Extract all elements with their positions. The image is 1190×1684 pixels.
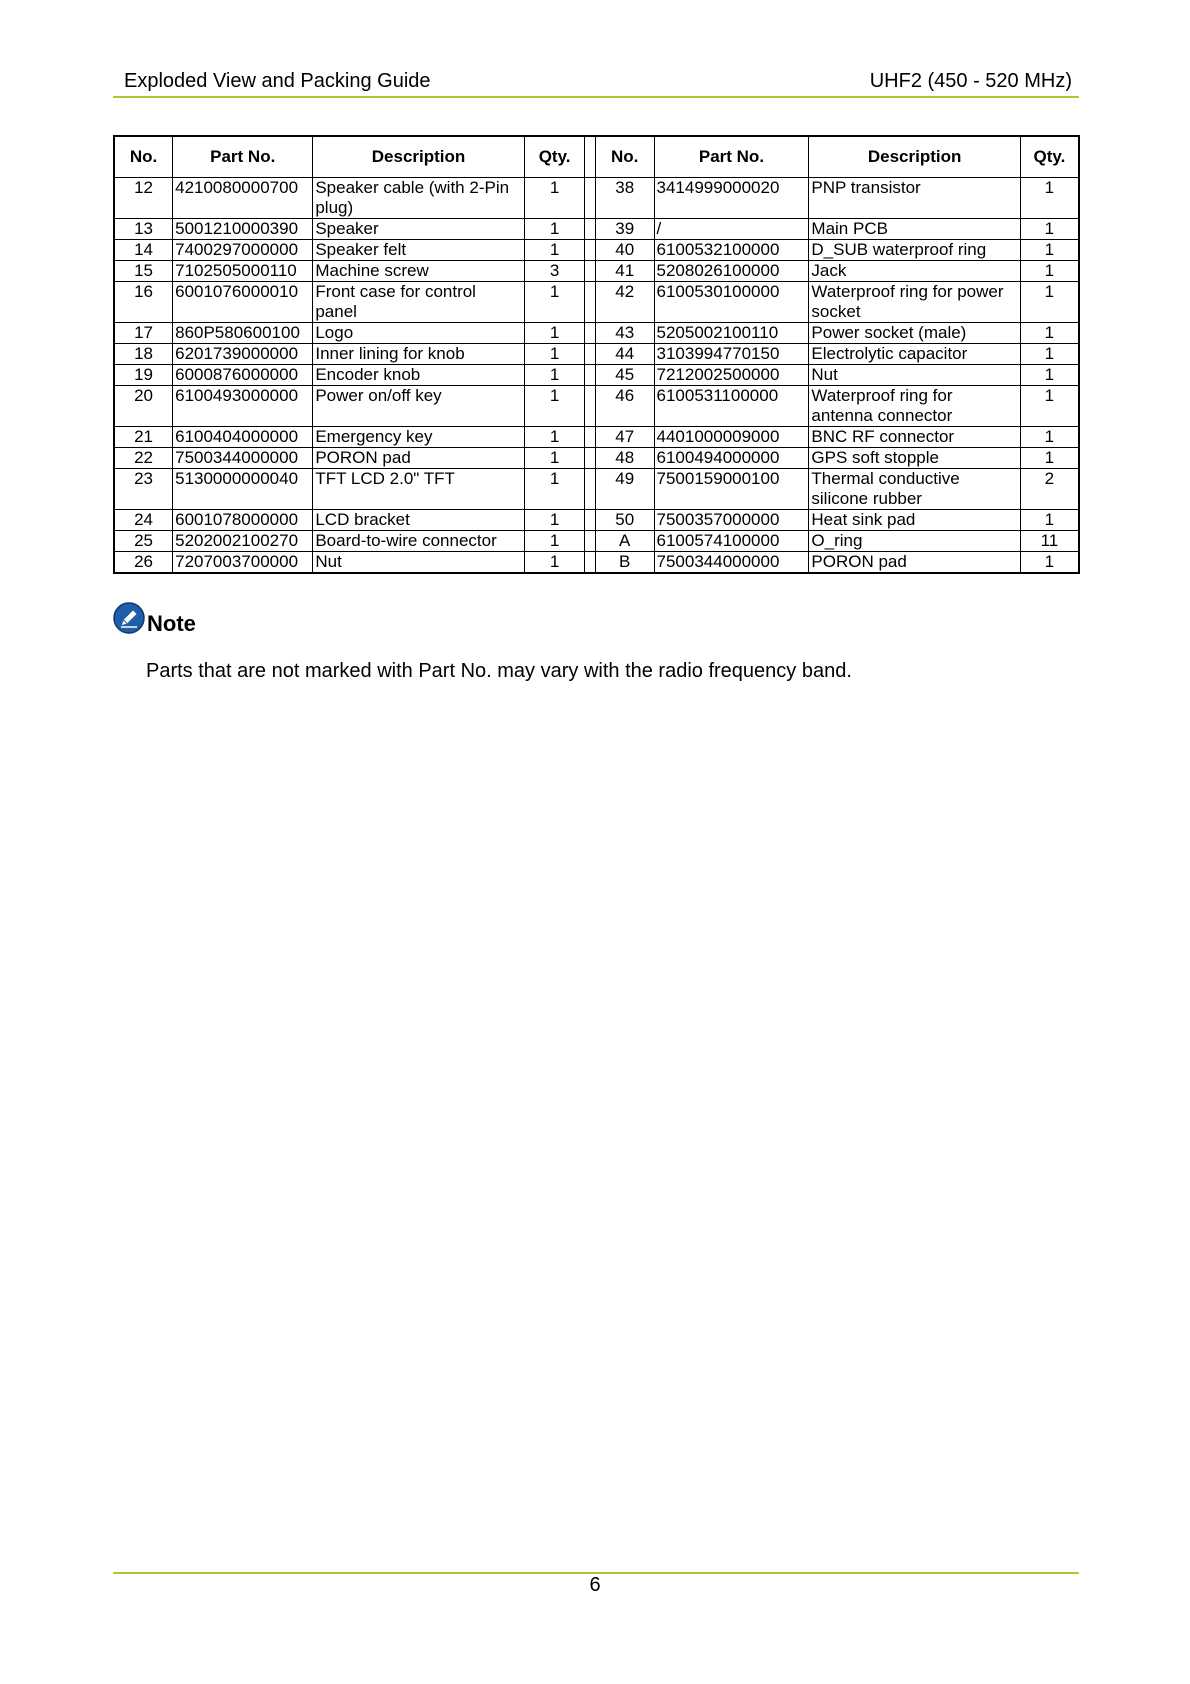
part-number-cell: 7400297000000 — [173, 240, 313, 261]
quantity-cell: 3 — [524, 261, 585, 282]
quantity-cell: 1 — [1020, 240, 1079, 261]
description-cell: Waterproof ring for antenna connector — [809, 386, 1020, 427]
description-cell: Speaker — [313, 219, 524, 240]
parts-table-body — [114, 178, 1079, 574]
table-row — [114, 261, 1079, 282]
item-number-cell: 38 — [595, 178, 654, 219]
quantity-cell: 1 — [524, 427, 585, 448]
item-number-cell: A — [595, 531, 654, 552]
column-gap — [585, 282, 595, 323]
quantity-cell: 1 — [1020, 219, 1079, 240]
column-gap — [585, 448, 595, 469]
description-cell: Electrolytic capacitor — [809, 344, 1020, 365]
part-number-cell: 3103994770150 — [654, 344, 809, 365]
part-number-cell: 7500344000000 — [173, 448, 313, 469]
part-number-cell: 5205002100110 — [654, 323, 809, 344]
description-cell: BNC RF connector — [809, 427, 1020, 448]
column-header: Part No. — [173, 136, 313, 178]
description-cell: Main PCB — [809, 219, 1020, 240]
page-number: 6 — [589, 1574, 601, 1596]
part-number-cell: 860P580600100 — [173, 323, 313, 344]
description-cell: Board-to-wire connector — [313, 531, 524, 552]
description-cell: Speaker cable (with 2-Pin plug) — [313, 178, 524, 219]
item-number-cell: 14 — [114, 240, 173, 261]
column-gap — [585, 427, 595, 448]
item-number-cell: 16 — [114, 282, 173, 323]
quantity-cell: 1 — [524, 510, 585, 531]
table-row — [114, 386, 1079, 427]
quantity-cell: 1 — [524, 531, 585, 552]
table-row — [114, 469, 1079, 510]
item-number-cell: 24 — [114, 510, 173, 531]
quantity-cell: 1 — [1020, 427, 1079, 448]
quantity-cell: 1 — [1020, 282, 1079, 323]
part-number-cell: 7500357000000 — [654, 510, 809, 531]
item-number-cell: 45 — [595, 365, 654, 386]
quantity-cell: 1 — [524, 365, 585, 386]
description-cell: Machine screw — [313, 261, 524, 282]
description-cell: GPS soft stopple — [809, 448, 1020, 469]
quantity-cell: 1 — [524, 386, 585, 427]
quantity-cell: 1 — [1020, 323, 1079, 344]
part-number-cell: 7212002500000 — [654, 365, 809, 386]
description-cell: Nut — [313, 552, 524, 574]
part-number-cell: 6100493000000 — [173, 386, 313, 427]
column-header: Qty. — [1020, 136, 1079, 178]
description-cell: PORON pad — [809, 552, 1020, 574]
item-number-cell: 44 — [595, 344, 654, 365]
column-gap — [585, 240, 595, 261]
table-row — [114, 510, 1079, 531]
quantity-cell: 1 — [1020, 510, 1079, 531]
table-row — [114, 178, 1079, 219]
description-cell: LCD bracket — [313, 510, 524, 531]
item-number-cell: 25 — [114, 531, 173, 552]
column-gap — [585, 261, 595, 282]
note-heading — [113, 602, 196, 634]
item-number-cell: 15 — [114, 261, 173, 282]
part-number-cell: 6001076000010 — [173, 282, 313, 323]
description-cell: Nut — [809, 365, 1020, 386]
column-gap — [585, 510, 595, 531]
header-divider — [113, 96, 1079, 98]
item-number-cell: B — [595, 552, 654, 574]
description-cell: Encoder knob — [313, 365, 524, 386]
header-model: UHF2 (450 - 520 MHz) — [869, 70, 1072, 92]
table-row — [114, 282, 1079, 323]
quantity-cell: 1 — [1020, 448, 1079, 469]
part-number-cell: 3414999000020 — [654, 178, 809, 219]
column-header: Description — [313, 136, 524, 178]
part-number-cell: 6000876000000 — [173, 365, 313, 386]
quantity-cell: 11 — [1020, 531, 1079, 552]
part-number-cell: 6001078000000 — [173, 510, 313, 531]
quantity-cell: 1 — [524, 219, 585, 240]
table-row — [114, 365, 1079, 386]
item-number-cell: 43 — [595, 323, 654, 344]
description-cell: D_SUB waterproof ring — [809, 240, 1020, 261]
quantity-cell: 1 — [524, 448, 585, 469]
quantity-cell: 2 — [1020, 469, 1079, 510]
part-number-cell: 6100574100000 — [654, 531, 809, 552]
table-row — [114, 323, 1079, 344]
column-header: Description — [809, 136, 1020, 178]
part-number-cell: 4401000009000 — [654, 427, 809, 448]
description-cell: Jack — [809, 261, 1020, 282]
header-title: Exploded View and Packing Guide — [124, 70, 431, 92]
column-header: Part No. — [654, 136, 809, 178]
description-cell: Speaker felt — [313, 240, 524, 261]
column-gap — [585, 531, 595, 552]
table-row — [114, 219, 1079, 240]
part-number-cell: 4210080000700 — [173, 178, 313, 219]
item-number-cell: 46 — [595, 386, 654, 427]
description-cell: TFT LCD 2.0" TFT — [313, 469, 524, 510]
quantity-cell: 1 — [1020, 552, 1079, 574]
description-cell: PORON pad — [313, 448, 524, 469]
column-header: Qty. — [524, 136, 585, 178]
item-number-cell: 50 — [595, 510, 654, 531]
quantity-cell: 1 — [1020, 261, 1079, 282]
quantity-cell: 1 — [524, 552, 585, 574]
quantity-cell: 1 — [524, 282, 585, 323]
item-number-cell: 19 — [114, 365, 173, 386]
table-row — [114, 240, 1079, 261]
item-number-cell: 22 — [114, 448, 173, 469]
item-number-cell: 13 — [114, 219, 173, 240]
description-cell: Waterproof ring for power socket — [809, 282, 1020, 323]
description-cell: Emergency key — [313, 427, 524, 448]
quantity-cell: 1 — [524, 178, 585, 219]
part-number-cell: 5130000000040 — [173, 469, 313, 510]
table-header-row — [114, 136, 1079, 178]
table-row — [114, 552, 1079, 574]
quantity-cell: 1 — [524, 240, 585, 261]
table-row — [114, 448, 1079, 469]
pencil-note-icon — [113, 602, 145, 634]
description-cell: Front case for control panel — [313, 282, 524, 323]
item-number-cell: 48 — [595, 448, 654, 469]
item-number-cell: 23 — [114, 469, 173, 510]
column-gap — [585, 552, 595, 574]
column-gap — [585, 344, 595, 365]
column-gap — [585, 386, 595, 427]
column-gap — [585, 219, 595, 240]
column-gap — [585, 469, 595, 510]
table-row — [114, 531, 1079, 552]
description-cell: Power on/off key — [313, 386, 524, 427]
item-number-cell: 20 — [114, 386, 173, 427]
description-cell: Heat sink pad — [809, 510, 1020, 531]
item-number-cell: 39 — [595, 219, 654, 240]
column-gap — [585, 323, 595, 344]
item-number-cell: 18 — [114, 344, 173, 365]
part-number-cell: 6100532100000 — [654, 240, 809, 261]
quantity-cell: 1 — [1020, 344, 1079, 365]
quantity-cell: 1 — [524, 344, 585, 365]
item-number-cell: 21 — [114, 427, 173, 448]
part-number-cell: 7102505000110 — [173, 261, 313, 282]
part-number-cell: 6100531100000 — [654, 386, 809, 427]
part-number-cell: 6100530100000 — [654, 282, 809, 323]
part-number-cell: 5202002100270 — [173, 531, 313, 552]
table-row — [114, 427, 1079, 448]
note-text: Parts that are not marked with Part No. may vary with the radio frequency band. — [146, 660, 852, 682]
item-number-cell: 12 — [114, 178, 173, 219]
column-header: No. — [595, 136, 654, 178]
item-number-cell: 17 — [114, 323, 173, 344]
description-cell: Logo — [313, 323, 524, 344]
description-cell: Inner lining for knob — [313, 344, 524, 365]
part-number-cell: 6100494000000 — [654, 448, 809, 469]
column-gap — [585, 136, 595, 178]
item-number-cell: 47 — [595, 427, 654, 448]
parts-table — [113, 135, 1080, 574]
table-row — [114, 344, 1079, 365]
description-cell: O_ring — [809, 531, 1020, 552]
item-number-cell: 49 — [595, 469, 654, 510]
item-number-cell: 42 — [595, 282, 654, 323]
part-number-cell: 5208026100000 — [654, 261, 809, 282]
item-number-cell: 40 — [595, 240, 654, 261]
quantity-cell: 1 — [524, 469, 585, 510]
part-number-cell: 7500344000000 — [654, 552, 809, 574]
quantity-cell: 1 — [1020, 178, 1079, 219]
part-number-cell: 6201739000000 — [173, 344, 313, 365]
part-number-cell: 6100404000000 — [173, 427, 313, 448]
part-number-cell: 7500159000100 — [654, 469, 809, 510]
column-gap — [585, 365, 595, 386]
part-number-cell: / — [654, 219, 809, 240]
column-gap — [585, 178, 595, 219]
description-cell: Thermal conductive silicone rubber — [809, 469, 1020, 510]
quantity-cell: 1 — [524, 323, 585, 344]
item-number-cell: 41 — [595, 261, 654, 282]
quantity-cell: 1 — [1020, 386, 1079, 427]
column-header: No. — [114, 136, 173, 178]
description-cell: PNP transistor — [809, 178, 1020, 219]
item-number-cell: 26 — [114, 552, 173, 574]
part-number-cell: 7207003700000 — [173, 552, 313, 574]
quantity-cell: 1 — [1020, 365, 1079, 386]
description-cell: Power socket (male) — [809, 323, 1020, 344]
note-title: Note — [147, 611, 196, 636]
part-number-cell: 5001210000390 — [173, 219, 313, 240]
